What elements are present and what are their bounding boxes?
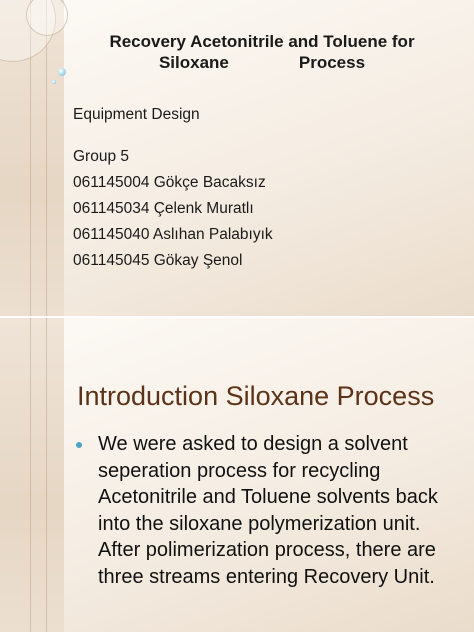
decorative-line [30, 318, 31, 632]
title-line-1: Recovery Acetonitrile and Toluene for [109, 32, 415, 51]
title-word-process: Process [298, 53, 366, 72]
member-item: 061145040 Aslıhan Palabıyık [73, 226, 273, 243]
bullet-line: three streams entering Recovery Unit. [98, 565, 435, 588]
intro-slide [0, 318, 474, 632]
course-name: Equipment Design [73, 106, 200, 123]
bullet-line: into the siloxane polymerization unit. [98, 512, 421, 535]
member-item: 061145004 Gökçe Bacaksız [73, 174, 266, 191]
bullet-icon [76, 442, 82, 448]
bullet-line: After polimerization process, there are [98, 539, 436, 561]
decorative-line [46, 318, 47, 632]
decorative-strip [0, 318, 64, 632]
group-name: Group 5 [73, 148, 130, 165]
slide-heading: Introduction Siloxane Process [77, 381, 435, 411]
bullet-line: We were asked to design a solvent [98, 433, 408, 455]
bullet-line: Acetonitrile and Toluene solvents back [98, 486, 438, 508]
decorative-dot [58, 68, 66, 76]
member-item: 061145034 Çelenk Muratlı [73, 200, 254, 217]
member-item: 061145045 Gökay Şenol [73, 252, 243, 269]
title-word-siloxane: Siloxane [158, 53, 229, 72]
decorative-line [46, 0, 47, 316]
presentation-title [82, 31, 442, 73]
bullet-item [98, 431, 468, 590]
subtitle-block [73, 102, 273, 274]
title-line-2 [82, 52, 442, 73]
bullet-line: seperation process for recycling [98, 459, 381, 482]
decorative-dot [52, 80, 56, 84]
